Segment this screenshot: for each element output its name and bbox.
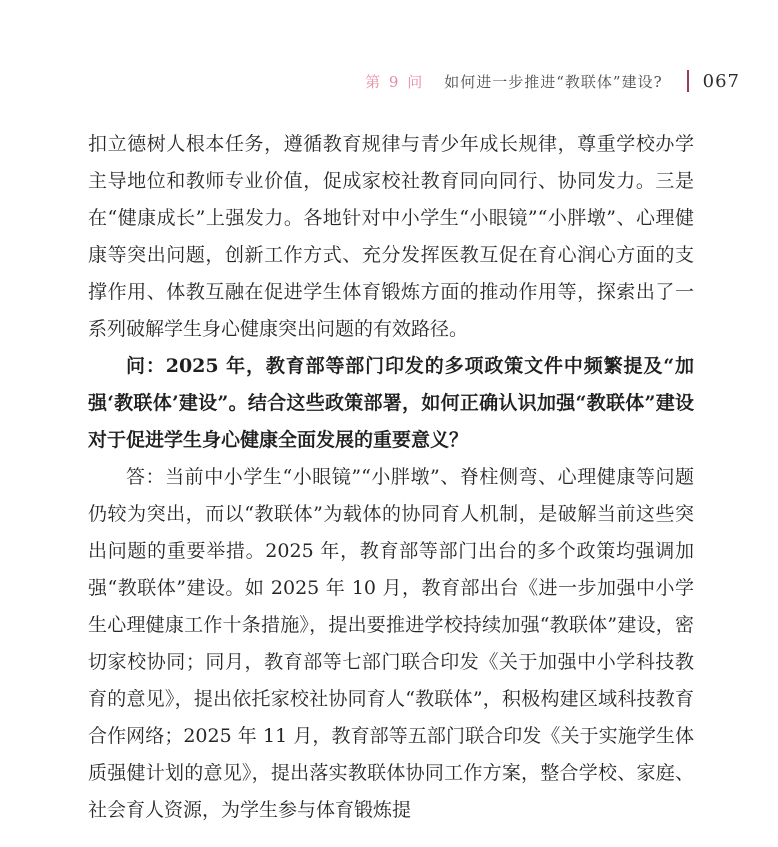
header-divider <box>687 70 689 92</box>
page-number: 067 <box>702 70 740 92</box>
question-paragraph: 问：2025 年，教育部等部门印发的多项政策文件中频繁提及“加强‘教联体’建设”。结合这些政策部署，如何正确认识加强“教联体”建设对于促进学生身心健康全面发展的重要意义？ <box>88 355 694 451</box>
chapter-title: 如何进一步推进“教联体”建设? <box>444 72 663 91</box>
chapter-label: 第 9 问 <box>365 72 425 91</box>
body-paragraph-continuation: 扣立德树人根本任务，遵循教育规律与青少年成长规律，尊重学校办学主导地位和教师专业价值，促成家校社教育同向同行、协同发力。三是在“健康成长”上强发力。各地针对中小学生“小眼镜”“小胖墩”、心理健康等突出问题，创新工作方式、充分发挥医教互促在育心润心方面的支撑作用、体教互融在促进学生体育锻炼方面的推动作用等，探索出了一系列破解学生身心健康突出问题的有效路径。 <box>88 133 694 340</box>
page-content <box>88 126 694 829</box>
page-header <box>0 68 740 94</box>
answer-paragraph: 答：当前中小学生“小眼镜”“小胖墩”、脊柱侧弯、心理健康等问题仍较为突出，而以“教联体”为载体的协同育人机制，是破解当前这些突出问题的重要举措。2025 年，教育部等部门出台的多个政策均强调加强“教联体”建设。如 2025 年 10 月，教育部出台《进一步加强中小学生心理健康工作十条措施》，提出要推进学校持续加强“教联体”建设，密切家校协同；同月，教育部等七部门联合印发《关于加强中小学科技教育的意见》，提出依托家校社协同育人“教联体”，积极构建区域科技教育合作网络；2025 年 11 月，教育部等五部门联合印发《关于实施学生体质强健计划的意见》，提出落实教联体协同工作方案，整合学校、家庭、社会育人资源，为学生参与体育锻炼提 <box>88 466 694 821</box>
